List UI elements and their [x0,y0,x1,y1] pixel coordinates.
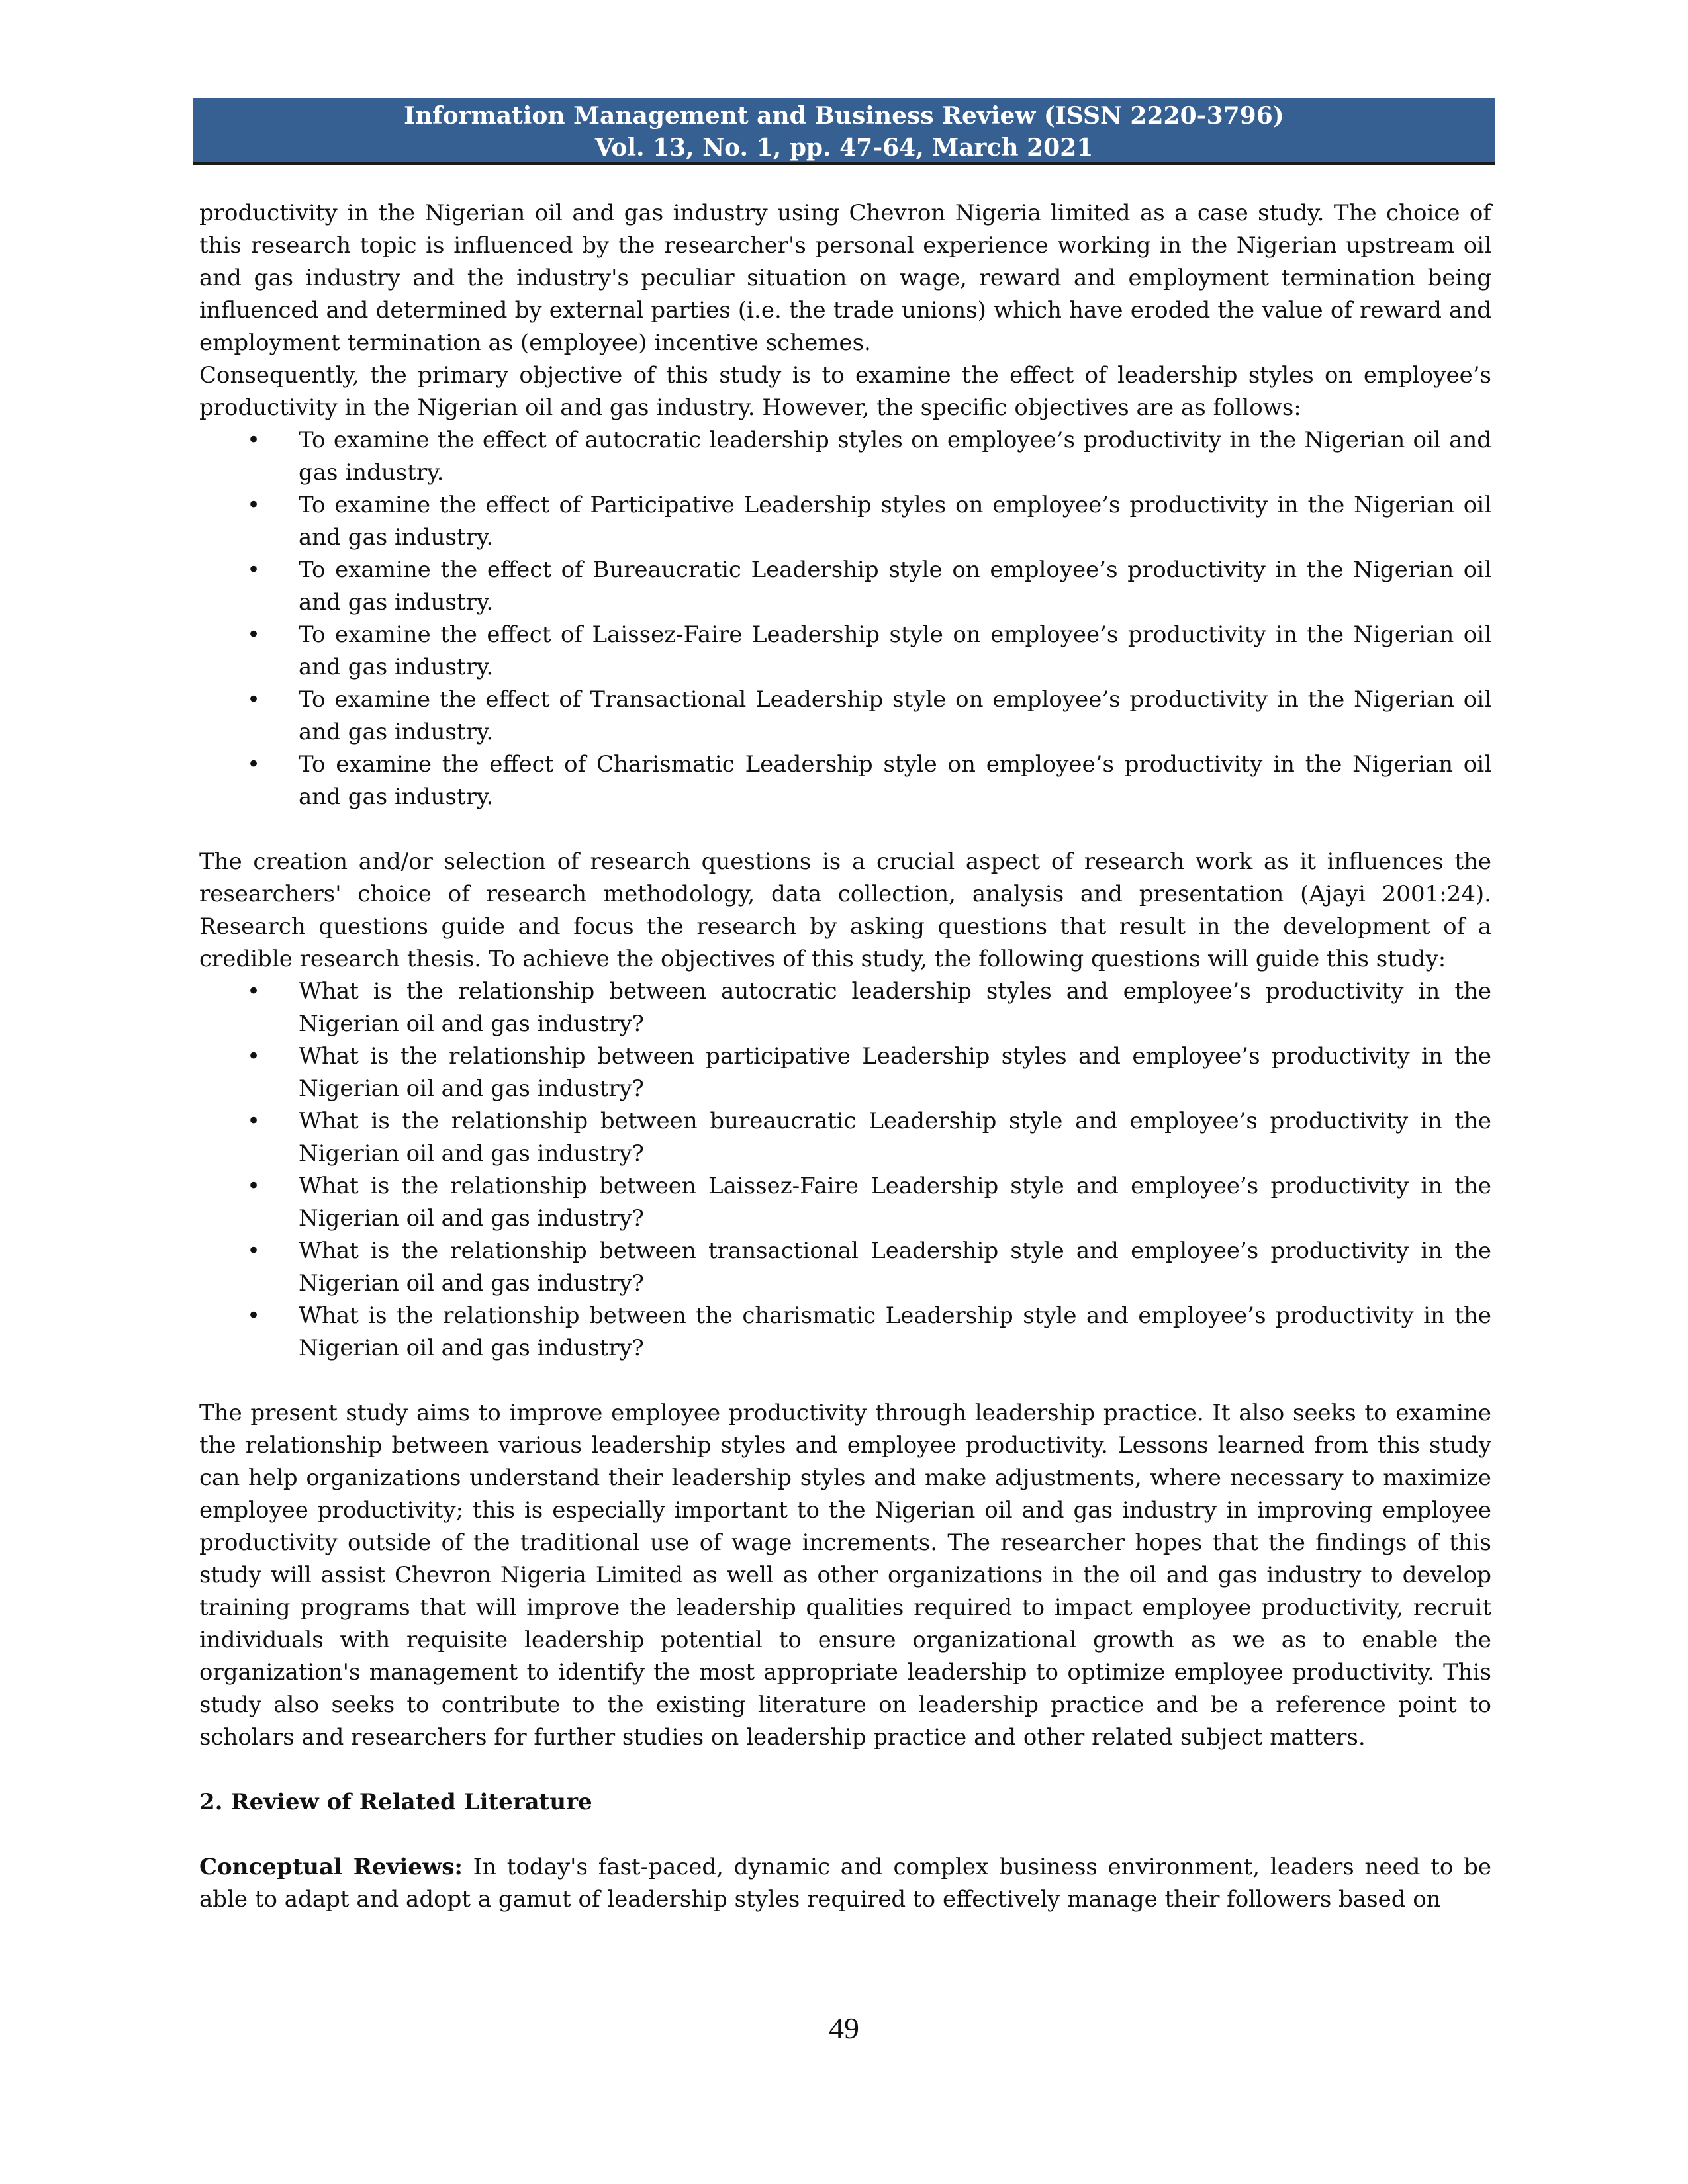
questions-intro-paragraph: The creation and/or selection of research questions is a crucial aspect of research work as it influences the researchers' choice of research methodology, data collection, analysis and presentation (Ajayi 2001:24). Research questions guide and focus the research by asking questions that result in the development of a credible research thesis. To achieve the objectives of this study, the following questions will guide this study: [199,848,1491,972]
conceptual-reviews-label: Conceptual Reviews: [199,1854,463,1880]
intro-paragraph: productivity in the Nigerian oil and gas industry using Chevron Nigeria limited as a case study. The choice of this research topic is influenced by the researcher's personal experience working in the Nigerian upstream oil and gas industry and the industry's peculiar situation on wage, reward and employment termination being influenced and determined by external parties (i.e. the trade unions) which have eroded the value of reward and employment termination as (employee) incentive schemes. [199,200,1491,356]
question-item: • What is the relationship between transactional Leadership style and employee’s productivity in the Nigerian oil and gas industry? [199,1235,1491,1300]
significance-paragraph: The present study aims to improve employee productivity through leadership practice. It also seeks to examine the relationship between various leadership styles and employee productivity. Lessons learned from this study can help organizations understand their leadership styles and make adjustments, where necessary to maximize employee productivity; this is especially important to the Nigerian oil and gas industry in improving employee productivity outside of the traditional use of wage increments. The researcher hopes that the findings of this study will assist Chevron Nigeria Limited as well as other organizations in the oil and gas industry to develop training programs that will improve the leadership qualities required to impact employee productivity, recruit individuals with requisite leadership potential to ensure organizational growth as we as to enable the organization's management to identify the most appropriate leadership to optimize employee productivity. This study also seeks to contribute to the existing literature on leadership practice and be a reference point to scholars and researchers for further studies on leadership practice and other related subject matters. [199,1400,1491,1751]
journal-title: Information Management and Business Review (ISSN 2220-3796) [404,102,1284,130]
question-item: • What is the relationship between autocratic leadership styles and employee’s productivity in the Nigerian oil and gas industry? [199,976,1491,1040]
objective-item: • To examine the effect of Transactional Leadership style on employee’s productivity in the Nigerian oil and gas industry. [199,684,1491,749]
conceptual-reviews-text: In today's fast-paced, dynamic and complex business environment, leaders need to be able to adapt and adopt a gamut of leadership styles required to effectively manage their followers based on [199,1854,1491,1913]
article-body [199,197,1491,1916]
objective-item: • To examine the effect of Participative Leadership styles on employee’s productivity in the Nigerian oil and gas industry. [199,489,1491,554]
objective-item: • To examine the effect of Charismatic Leadership style on employee’s productivity in the Nigerian oil and gas industry. [199,749,1491,813]
journal-header-banner [193,98,1495,165]
section-heading: 2. Review of Related Literature [199,1789,592,1815]
objectives-list [199,424,1491,813]
question-item: • What is the relationship between bureaucratic Leadership style and employee’s productivity in the Nigerian oil and gas industry? [199,1105,1491,1170]
question-item: • What is the relationship between participative Leadership styles and employee’s productivity in the Nigerian oil and gas industry? [199,1040,1491,1105]
objective-item: • To examine the effect of autocratic leadership styles on employee’s productivity in the Nigerian oil and gas industry. [199,424,1491,489]
question-item: • What is the relationship between Laissez-Faire Leadership style and employee’s productivity in the Nigerian oil and gas industry? [199,1170,1491,1235]
conceptual-reviews-paragraph [199,1851,1491,1916]
question-item: • What is the relationship between the charismatic Leadership style and employee’s productivity in the Nigerian oil and gas industry? [199,1300,1491,1365]
page-number: 49 [829,2011,859,2045]
objectives-intro-paragraph: Consequently, the primary objective of this study is to examine the effect of leadership styles on employee’s productivity in the Nigerian oil and gas industry. However, the specific objectives are as follows: [199,362,1491,421]
objective-item: • To examine the effect of Bureaucratic Leadership style on employee’s productivity in the Nigerian oil and gas industry. [199,554,1491,619]
journal-volume-info: Vol. 13, No. 1, pp. 47-64, March 2021 [594,134,1094,161]
objective-item: • To examine the effect of Laissez-Faire Leadership style on employee’s productivity in the Nigerian oil and gas industry. [199,619,1491,684]
research-questions-list [199,976,1491,1365]
